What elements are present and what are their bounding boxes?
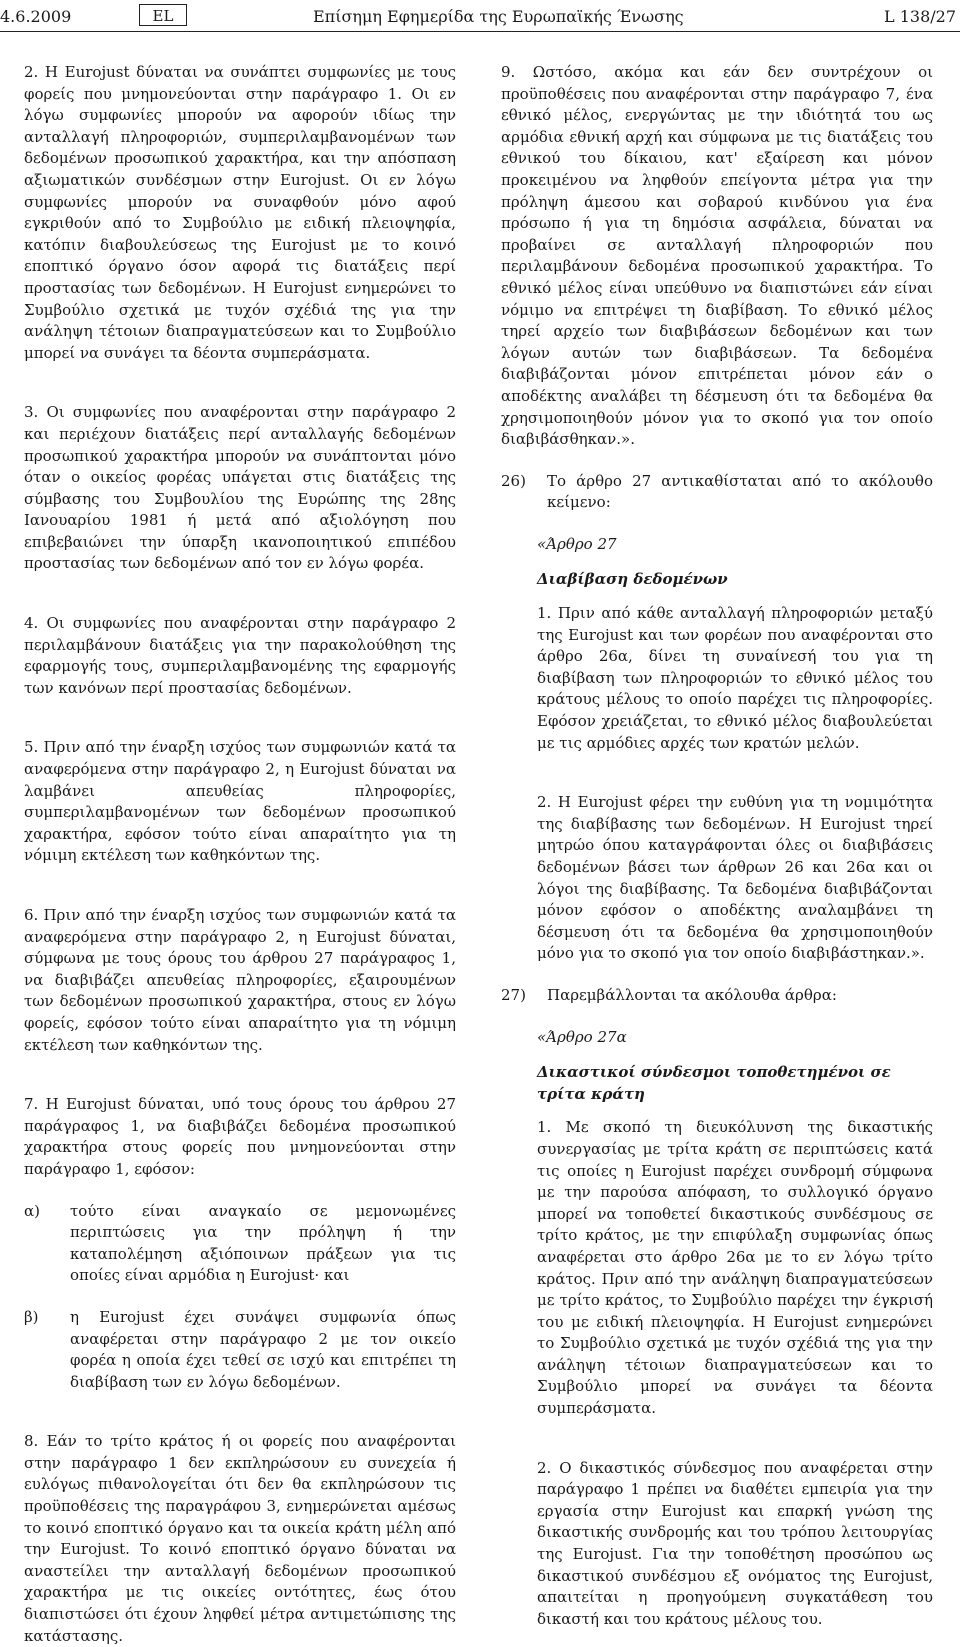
paragraph-5: 5. Πριν από την έναρξη ισχύος των συμφωνιών κατά τα αναφερόμενα στην παράγραφο 2, η Eurojust δύναται να λαμβάνει απευθείας πληροφορίες, συμπεριλαμβανομένων των δεδομένων προσωπικού χαρακτήρα, εφόσον τούτο είναι απαραίτητο για τη νόμιμη εκτέλεση των καθηκόντων της.: [24, 738, 456, 865]
list-item-label: α): [24, 1201, 40, 1220]
list-item-a: [24, 1201, 456, 1287]
paragraph-8: 8. Εάν το τρίτο κράτος ή οι φορείς που αναφέρονται στην παράγραφο 1 δεν εκπληρώσουν ευ συνεχεία ή ευλόγως πιθανολογείται ότι δεν θα εκπληρώσουν τις προϋποθέσεις της παραγράφου 3, ενημερώνεται αμέσως το κοινό εποπτικό όργανο και τα οικεία κράτη μέλη από την Eurojust. Το κοινό εποπτικό όργανο δύναται να αναστείλει την ανταλλαγή δεδομένων προσωπικού χαρακτήρα με τις οικείες οντότητες, έως ότου διαπιστώσει ότι έχουν ληφθεί μέτρα αντιμετώπισης της κατάστασης.: [24, 1432, 456, 1645]
header-rule: [0, 31, 960, 32]
article-27a-paragraph-1: 1. Με σκοπό τη διευκόλυνση της δικαστικής συνεργασίας με τρίτα κράτη σε περιπτώσεις κατά τις οποίες η Eurojust παρέχει συνδρομή σύμφωνα με την παρούσα απόφαση, το συλλογικό όργανο μπορεί να τοποθετεί δικαστικούς συνδέσμους σε τρίτο κράτος, με την επιφύλαξη συμφωνίας όπως αναφέρεται στο άρθρο 26α με το εν λόγω τρίτο κράτος. Πριν από την ανάληψη διαπραγματεύσεων με τρίτο κράτος, το Συμβούλιο παρέχει την έγκρισή του με ειδική πλειοψηφία. Η Eurojust ενημερώνει το Συμβούλιο σχετικά με τυχόν σχέδιά της για την ανάληψη τέτοιων διαπραγματεύσεων και το Συμβούλιο μπορεί να συνάγει τα δέοντα συμπεράσματα.: [537, 1118, 933, 1418]
header-page-ref: L 138/27: [884, 7, 956, 26]
paragraph-6: 6. Πριν από την έναρξη ισχύος των συμφωνιών κατά τα αναφερόμενα στην παράγραφο 2, η Eurojust δύναται, σύμφωνα με τους όρους του άρθρου 27 παράγραφος 1, να διαβιβάζει απευθείας πληροφορίες, εξαιρουμένων των δεδομένων προσωπικού χαρακτήρα, στους εν λόγω φορείς, εφόσον τούτο είναι απαραίτητο για τη νόμιμη εκτέλεση των καθηκόντων της.: [24, 906, 456, 1054]
paragraph-7: 7. Η Eurojust δύναται, υπό τους όρους του άρθρου 27 παράγραφος 1, να διαβιβάζει δεδομένα προσωπικού χαρακτήρα στους φορείς που μνημονεύονται στην παράγραφο 1, εφόσον:: [24, 1095, 456, 1178]
list-item-text: τούτο είναι αναγκαίο σε μεμονωμένες περιπτώσεις για την πρόληψη ή την καταπολέμηση αξιόποινων πράξεων για τις οποίες είναι αρμόδια η Eurojust· και: [70, 1201, 456, 1285]
paragraph-3: 3. Οι συμφωνίες που αναφέρονται στην παράγραφο 2 και περιέχουν διατάξεις περί ανταλλαγής δεδομένων προσωπικού χαρακτήρα μπορούν να συνάπτονται μόνο όταν ο οικείος φορέας υπάγεται στις διατάξεις της σύμβασης του Συμβουλίου της Ευρώπης της 28ης Ιανουαρίου 1981 ή μετά από αξιολόγηση που επιβεβαιώνει την ύπαρξη ικανοποιητικού επιπέδου προστασίας των δεδομένων από τον εν λόγω φορέα.: [24, 403, 456, 573]
amendment-number: 26): [501, 471, 526, 490]
amendment-text: Παρεμβάλλονται τα ακόλουθα άρθρα:: [547, 985, 837, 1004]
right-column: [501, 62, 933, 1628]
amendment-26: [501, 471, 933, 514]
header-date: 4.6.2009: [0, 7, 72, 26]
left-column: [24, 62, 456, 1645]
paragraph-9: 9. Ωστόσο, ακόμα και εάν δεν συντρέχουν οι προϋποθέσεις που αναφέρονται στην παράγραφο 7, ένα εθνικό μέλος, ενεργώντας με την ιδιότητά του ως αρμόδια εθνική αρχή και σύμφωνα με τις διατάξεις του εθνικού του δίκαιου, κατ' εξαίρεση και μόνον προκειμένου να ληφθούν επείγοντα μέτρα για την πρόληψη άμεσου και σοβαρού κινδύνου για ένα πρόσωπο ή για τη δημόσια ασφάλεια, δύναται να προβαίνει σε ανταλλαγή πληροφοριών που περιλαμβάνουν δεδομένα προσωπικού χαρακτήρα. Το εθνικό μέλος είναι υπεύθυνο να διαπιστώνει εάν είναι νόμιμο να επιτρέψει τη διαβίβαση. Το εθνικό μέλος τηρεί αρχείο των διαβιβάσεων δεδομένων και των λόγων αυτών των διαβιβάσεων. Τα δεδομένα διαβιβάζονται μόνον επιτρέπεται μόνον εάν ο αποδέκτης αναλάβει τη δέσμευση ότι τα δεδομένα θα χρησιμοποιηθούν μόνον για το σκοπό για τον οποίο διαβιβάσθηκαν.».: [501, 63, 933, 449]
article-27-label: «Άρθρο 27: [537, 534, 617, 553]
paragraph-2: 2. Η Eurojust δύναται να συνάπτει συμφωνίες με τους φορείς που μνημονεύονται στην παράγραφο 1. Οι εν λόγω συμφωνίες μπορούν να αφορούν ιδίως την ανταλλαγή πληροφοριών, συμπεριλαμβανομένων των δεδομένων προσωπικού χαρακτήρα, και την απόσπαση αξιωματικών συνδέσμων στην Eurojust. Οι εν λόγω συμφωνίες μπορούν να συναφθούν μόνο αφού εγκριθούν από το Συμβούλιο με ειδική πλειοψηφία, κατόπιν διαβουλεύσεως της Eurojust με το κοινό εποπτικό όργανο όσον αφορά τις διατάξεις περί προστασίας των δεδομένων. Η Eurojust ενημερώνει το Συμβούλιο σχετικά με τυχόν σχέδιά της για την ανάληψη τέτοιων διαπραγματεύσεων και το Συμβούλιο μπορεί να συνάγει τα δέοντα συμπεράσματα.: [24, 63, 456, 362]
article-27-paragraph-2: 2. Η Eurojust φέρει την ευθύνη για τη νομιμότητα της διαβίβασης των δεδομένων. Η Eurojust τηρεί μητρώο όπου καταγράφονται όλες οι διαβιβάσεις δεδομένων βάσει των άρθρων 26 και 26α και οι λόγοι της διαβίβασης. Τα δεδομένα διαβιβάζονται μόνον εφόσον ο αποδέκτης αναλαμβάνει τη δέσμευση ότι τα δεδομένα θα χρησιμοποιηθούν μόνο για το σκοπό για τον οποίο διαβιβάστηκαν.».: [537, 793, 933, 963]
amendment-text: Το άρθρο 27 αντικαθίσταται από το ακόλουθο κείμενο:: [547, 471, 933, 512]
header-journal-title: Επίσημη Εφημερίδα της Ευρωπαϊκής Ένωσης: [313, 7, 684, 26]
paragraph-4: 4. Οι συμφωνίες που αναφέρονται στην παράγραφο 2 περιλαμβάνουν διατάξεις για την παρακολούθηση της εφαρμογής τους, συμπεριλαμβανομένης της εφαρμογής των κανόνων περί προστασίας δεδομένων.: [24, 614, 456, 697]
article-27a-title: Δικαστικοί σύνδεσμοι τοποθετημένοι σε τρίτα κράτη: [537, 1063, 891, 1103]
page-header: [0, 0, 960, 34]
list-item-label: β): [24, 1307, 39, 1326]
amendment-number: 27): [501, 985, 526, 1004]
article-27-title: Διαβίβαση δεδομένων: [537, 570, 728, 589]
article-27-paragraph-1: 1. Πριν από κάθε ανταλλαγή πληροφοριών μεταξύ της Eurojust και των φορέων που αναφέρονται στο άρθρο 26α, δίνει τη συναίνεσή του για τη διαβίβαση των πληροφοριών το εθνικό μέλος του κράτους μέλους το οποίο παρέχει τις πληροφορίες. Εφόσον χρειάζεται, το εθνικό μέλος διαβουλεύεται με τις αρμόδιες αρχές των κρατών μελών.: [537, 604, 933, 752]
article-27a-paragraph-2: 2. Ο δικαστικός σύνδεσμος που αναφέρεται στην παράγραφο 1 πρέπει να διαθέτει εμπειρία για την εργασία στην Eurojust και επαρκή γνώση της δικαστικής συνδρομής και του τρόπου λειτουργίας της Eurojust. Για την τοποθέτηση προσώπου ως δικαστικού συνδέσμου εξ ονόματος της Eurojust, απαιτείται η προηγούμενη συγκατάθεση του δικαστή και του κράτους μέλους του.: [537, 1458, 933, 1628]
header-language-box: EL: [139, 4, 187, 26]
amendment-27: [501, 985, 933, 1007]
list-item-text: η Eurojust έχει συνάψει συμφωνία όπως αναφέρεται στην παράγραφο 2 με τον οικείο φορέα η οποία έχει τεθεί σε ισχύ και επιτρέπει τη διαβίβαση των εν λόγω δεδομένων.: [70, 1307, 456, 1391]
list-item-b: [24, 1307, 456, 1393]
article-27a-label: «Άρθρο 27α: [537, 1027, 627, 1046]
